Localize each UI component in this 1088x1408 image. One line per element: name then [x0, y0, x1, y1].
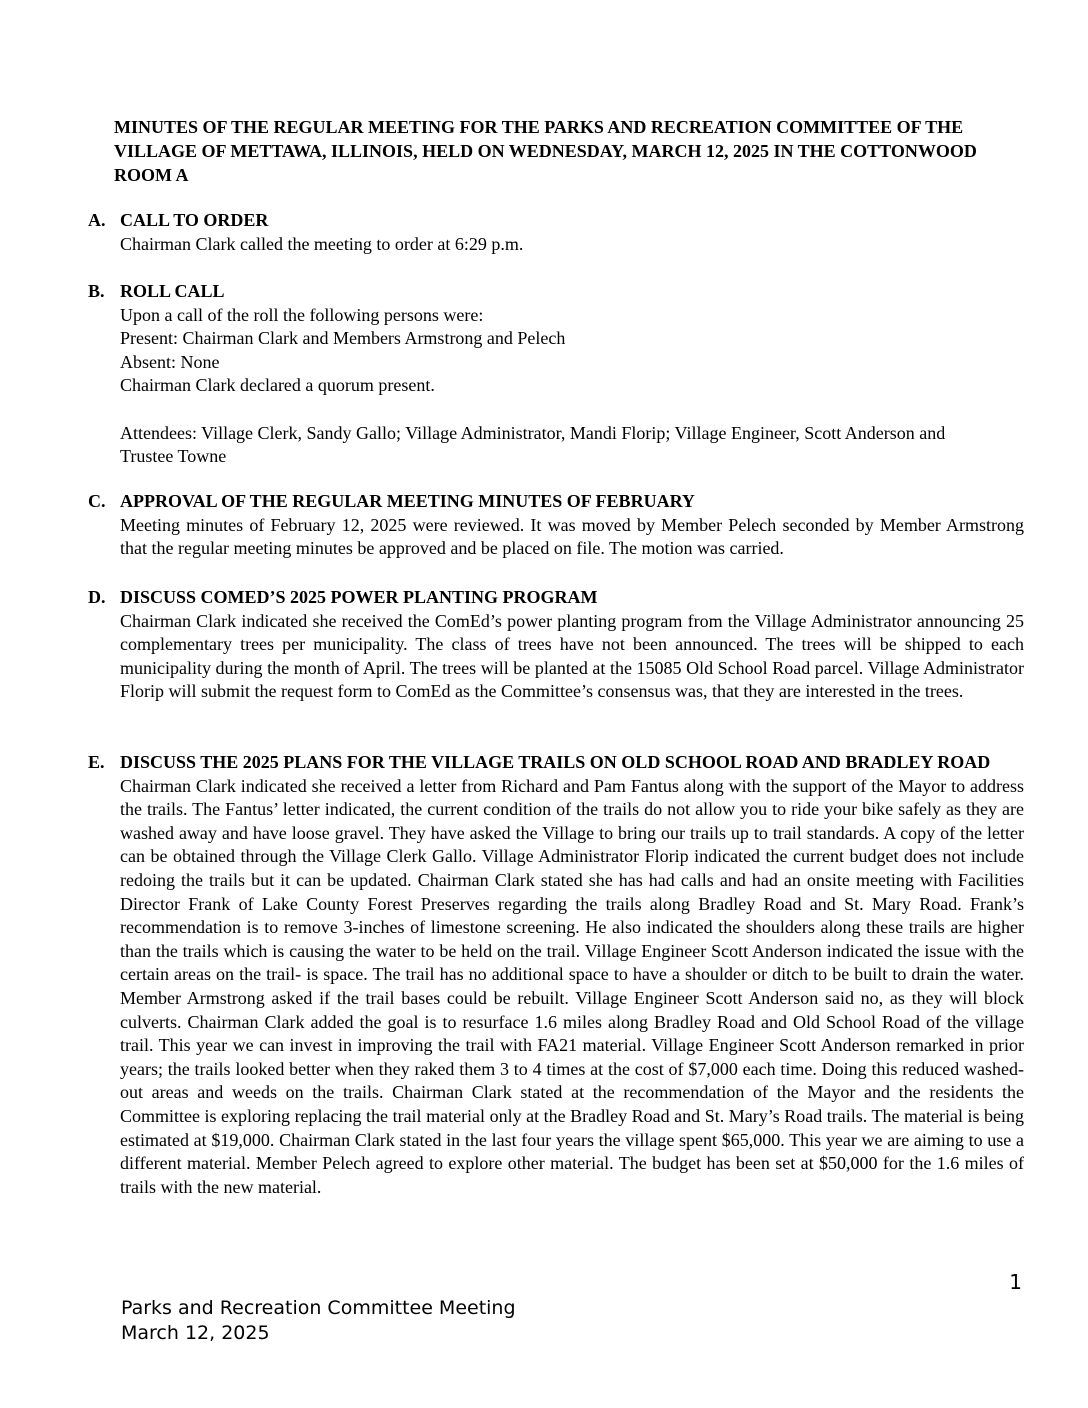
section-call-to-order — [88, 209, 1024, 256]
section-approval-minutes — [88, 490, 1024, 561]
document-title: MINUTES OF THE REGULAR MEETING FOR THE PARKS AND RECREATION COMMITTEE OF THE VILLAGE OF METTAWA, ILLINOIS, HELD ON WEDNESDAY, MARCH 12, 2025 IN THE COTTONWOOD ROOM A — [114, 117, 977, 185]
section-letter: B. — [88, 281, 105, 301]
section-heading: ROLL CALL — [120, 281, 225, 301]
section-heading: DISCUSS THE 2025 PLANS FOR THE VILLAGE TRAILS ON OLD SCHOOL ROAD AND BRADLEY ROAD — [120, 752, 991, 772]
section-roll-call — [88, 280, 1024, 469]
roll-call-absent: Absent: None — [120, 351, 220, 372]
section-village-trails — [88, 751, 1024, 1199]
roll-call-attendees: Attendees: Village Clerk, Sandy Gallo; Village Administrator, Mandi Florip; Village Engineer, Scott Anderson and Trustee Towne — [120, 422, 946, 467]
page-footer — [121, 1296, 516, 1346]
section-text: Meeting minutes of February 12, 2025 were reviewed. It was moved by Member Pelech seconded by Member Armstrong that the regular meeting minutes be approved and be placed on file. The motion was carried. — [120, 514, 1024, 559]
section-heading: DISCUSS COMED’S 2025 POWER PLANTING PROGRAM — [120, 587, 598, 607]
section-power-planting — [88, 586, 1024, 704]
section-letter: A. — [88, 210, 106, 230]
footer-meeting-name: Parks and Recreation Committee Meeting — [121, 1297, 516, 1319]
section-text: Chairman Clark indicated she received the ComEd’s power planting program from the Village Administrator announcing 25 complementary trees per municipality. The class of trees have not been announced. The trees will be shipped to each municipality during the month of April. The trees will be planted at the 15085 Old School Road parcel. Village Administrator Florip will submit the request form to ComEd as the Committee’s consensus was, that they are interested in the trees. — [120, 610, 1024, 702]
section-heading: APPROVAL OF THE REGULAR MEETING MINUTES OF FEBRUARY — [120, 491, 695, 511]
section-letter: D. — [88, 587, 106, 607]
section-text: Chairman Clark called the meeting to order at 6:29 p.m. — [120, 233, 524, 254]
footer-meeting-date: March 12, 2025 — [121, 1322, 270, 1344]
roll-call-quorum: Chairman Clark declared a quorum present. — [120, 375, 435, 396]
page-number: 1 — [1009, 1270, 1022, 1294]
section-heading: CALL TO ORDER — [120, 210, 269, 230]
section-letter: E. — [88, 752, 105, 772]
roll-call-present: Present: Chairman Clark and Members Armstrong and Pelech — [120, 328, 566, 349]
section-text: Chairman Clark indicated she received a letter from Richard and Pam Fantus along with the support of the Mayor to address the trails. The Fantus’ letter indicated, the current condition of the trails do not allow you to ride your bike safely as they are washed away and have loose gravel. They have asked the Village to bring our trails up to trail standards. A copy of the letter can be obtained through the Village Clerk Gallo. Village Administrator Florip indicated the current budget does not include redoing the trails but it can be updated. Chairman Clark stated she has had calls and had an onsite meeting with Facilities Director Frank of Lake County Forest Preserves regarding the trails along Bradley Road and St. Mary Road. Frank’s recommendation is to remove 3-inches of limestone screening. He also indicated the shoulders along these trails are higher than the trails which is causing the water to be held on the trail. Village Engineer Scott Anderson indicated the issue with the certain areas on the trail- is space. The trail has no additional space to have a shoulder or ditch to be built to drain the water. Member Armstrong asked if the trail bases could be rebuilt. Village Engineer Scott Anderson said no, as they will block culverts. Chairman Clark added the goal is to resurface 1.6 miles along Bradley Road and Old School Road of the village trail. This year we can invest in improving the trail with FA21 material. Village Engineer Scott Anderson remarked in prior years; the trails looked better when they raked them 3 to 4 times at the cost of $7,000 each time. Doing this reduced washed-out areas and weeds on the trails. Chairman Clark stated at the recommendation of the Mayor and the residents the Committee is exploring replacing the trail material only at the Bradley Road and St. Mary’s Road trails. The material is being estimated at $19,000. Chairman Clark stated in the last four years the village spent $65,000. This year we are aiming to use a different material. Member Pelech agreed to explore other material. The budget has been set at $50,000 for the 1.6 miles of trails with the new material. — [120, 775, 1024, 1197]
roll-call-intro: Upon a call of the roll the following persons were: — [120, 304, 484, 325]
section-letter: C. — [88, 491, 106, 511]
